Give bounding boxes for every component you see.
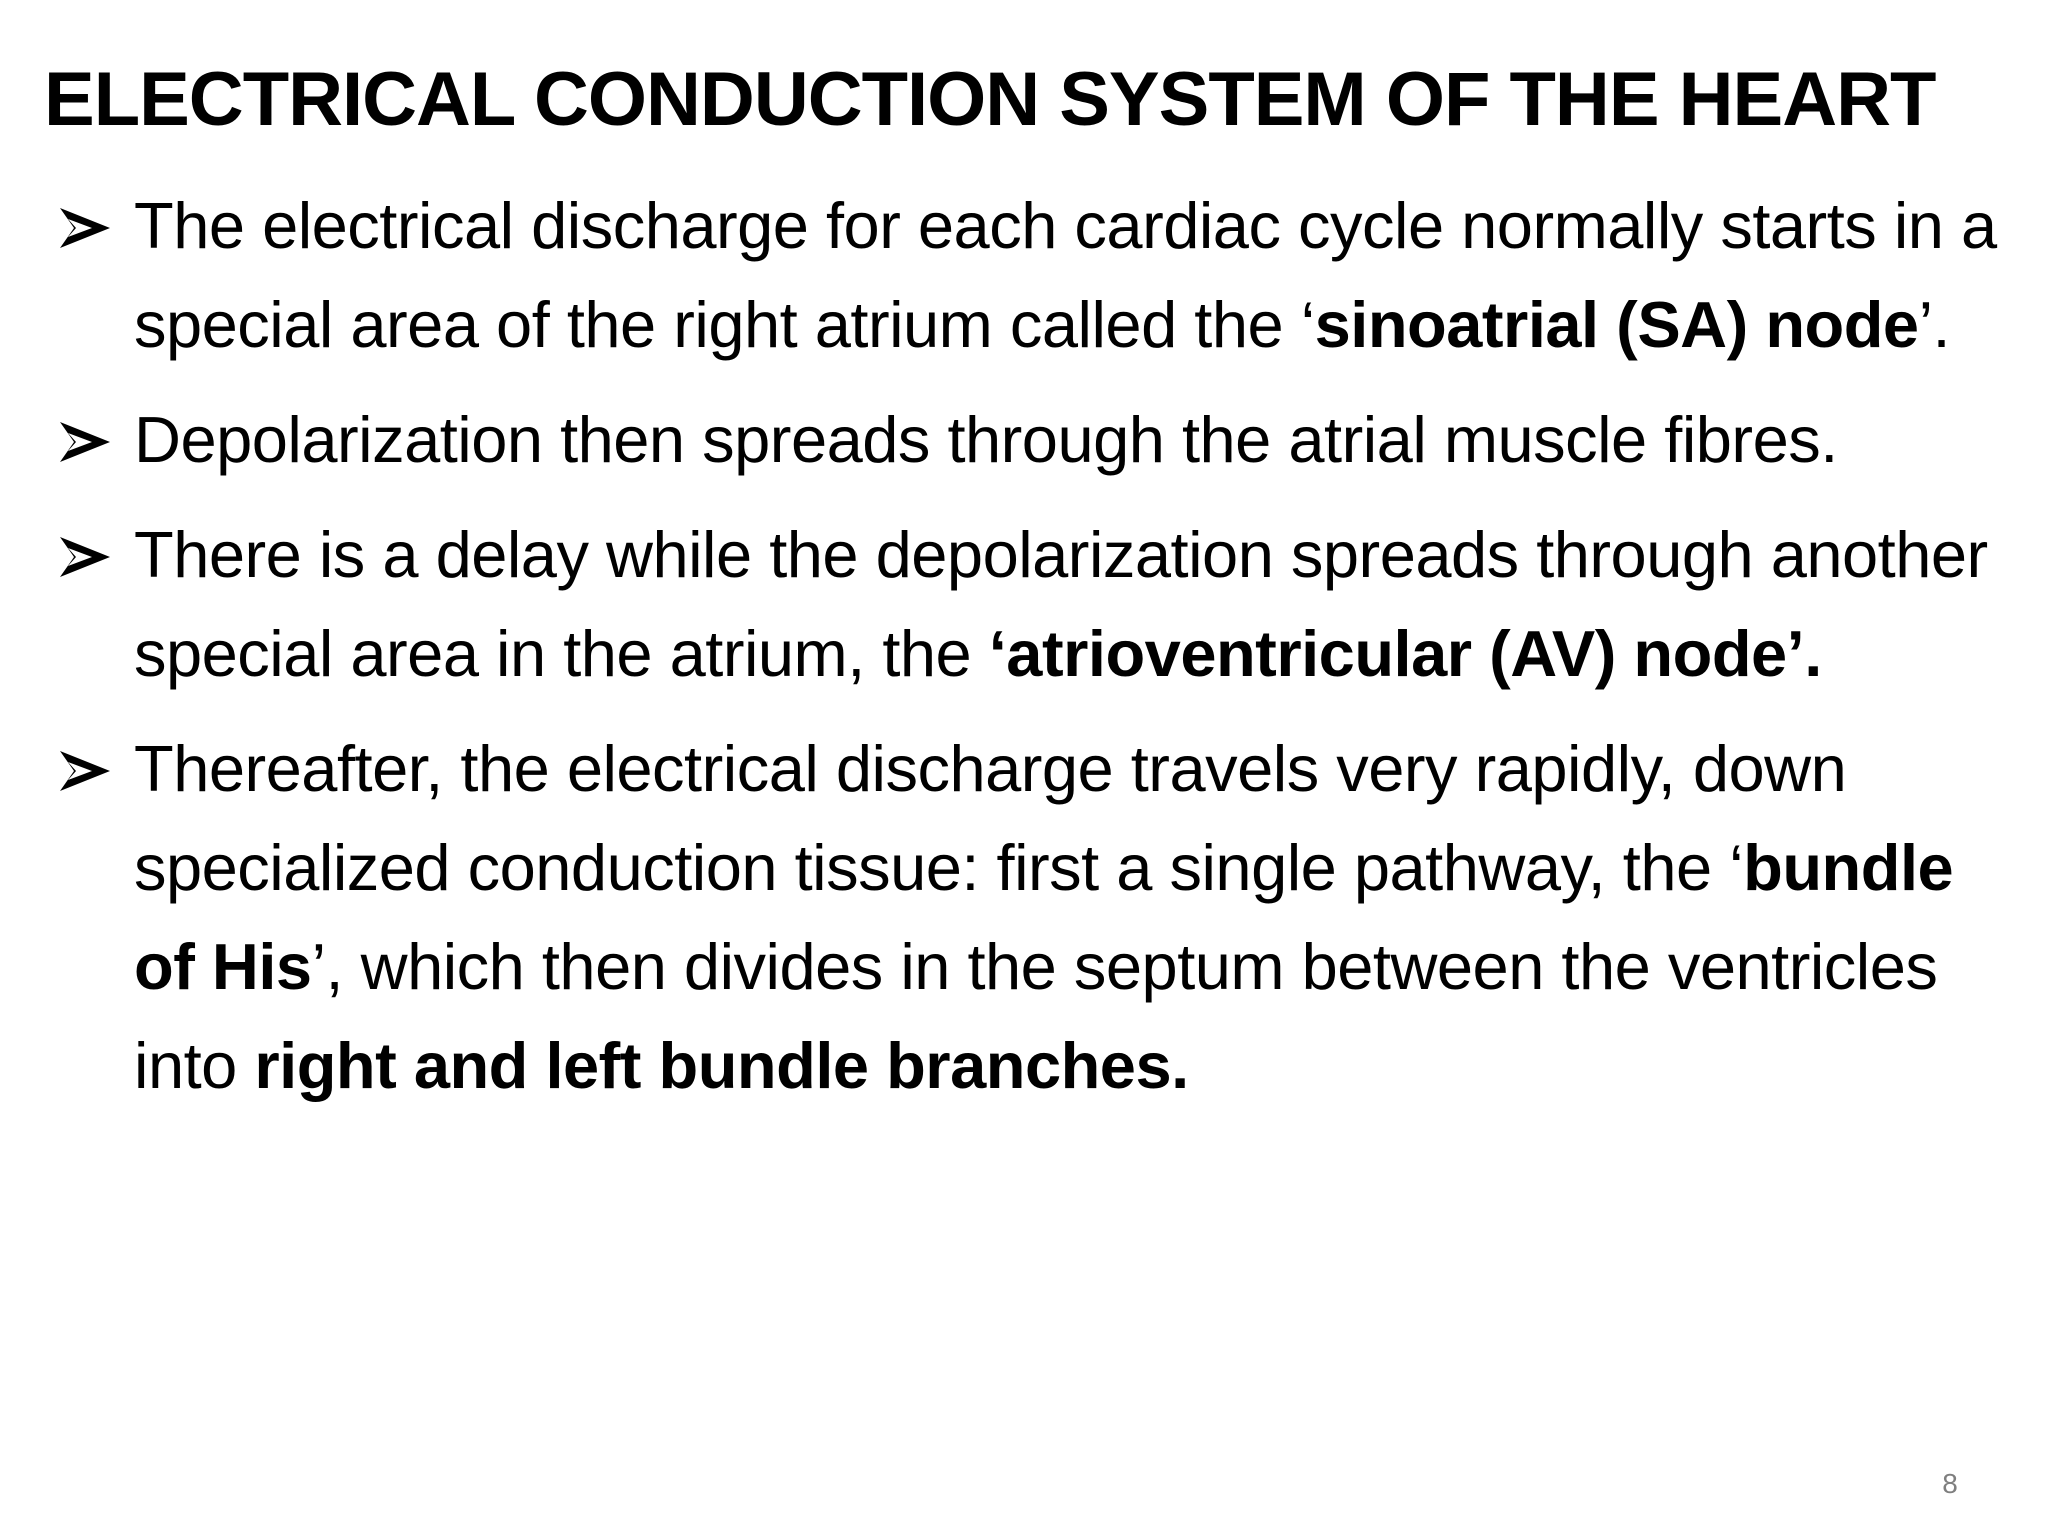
arrowhead-bullet-icon	[56, 535, 114, 579]
bold-term-av-node: ‘atrioventricular (AV) node’.	[988, 617, 1822, 690]
bullet-item-depolarization	[56, 390, 2016, 489]
slide-title: ELECTRICAL CONDUCTION SYSTEM OF THE HEART	[44, 57, 1936, 142]
bold-term-bundle-branches: right and left bundle branches.	[254, 1029, 1189, 1102]
bullet-text: Depolarization then spreads through the atrial muscle fibres.	[134, 403, 1838, 476]
bold-term-sa-node: sinoatrial (SA) node	[1314, 288, 1919, 361]
arrowhead-bullet-icon	[56, 749, 114, 793]
bullet-text: ’, which then divides in the septum between the ventricles into	[134, 930, 1938, 1102]
bullet-item-bundle-of-his	[56, 719, 2016, 1115]
bullet-list	[56, 176, 2016, 1131]
bullet-text: Thereafter, the electrical discharge travels very rapidly, down specialized conduction tissue: first a single pathway, the ‘	[134, 732, 1847, 904]
arrowhead-bullet-icon	[56, 206, 114, 250]
bullet-item-av-node	[56, 505, 2016, 703]
bullet-text: There is a delay while the depolarization spreads through another special area in the atrium, the	[134, 518, 1988, 690]
bullet-item-sa-node	[56, 176, 2016, 374]
bold-term-bundle-of-his: bundle of His	[134, 831, 1954, 1003]
arrowhead-bullet-icon	[56, 420, 114, 464]
bullet-text: ’.	[1918, 288, 1951, 361]
page-number: 8	[1942, 1468, 1958, 1499]
bullet-text: The electrical discharge for each cardiac cycle normally starts in a special area of the right atrium called the ‘	[134, 189, 1997, 361]
